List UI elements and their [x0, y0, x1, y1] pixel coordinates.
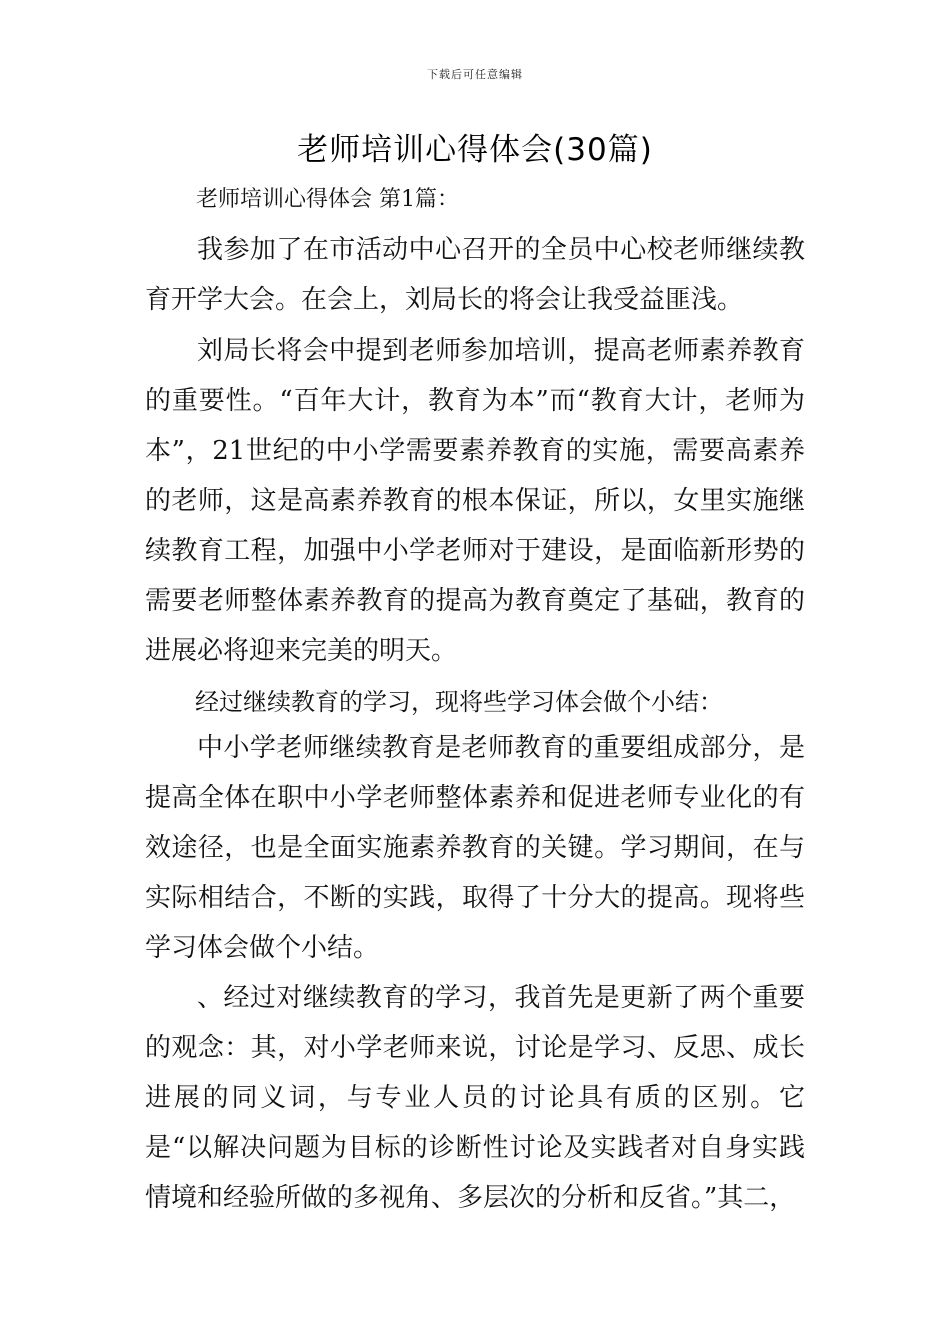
document-title: 老师培训心得体会(30篇): [297, 132, 653, 168]
paragraph-2: 刘局长将会中提到老师参加培训，提高老师素养教育的重要性。“百年大计，教育为本”而“教育大计，老师为本”，21世纪的中小学需要素养教育的实施，需要高素养的老师，这是高素养教育的根本保证，所以，女里实施继续教育工程，加强中小学老师对于建设，是面临新形势的需要老师整体素养教育的提高为教育奠定了基础，教育的进展必将迎来完美的明天。: [145, 336, 805, 666]
paragraph-3: 经过继续教育的学习，现将些学习体会做个小结：: [195, 688, 723, 716]
paragraph-5: 、经过对继续教育的学习，我首先是更新了两个重要的观念：其，对小学老师来说，讨论是学习、反思、成长进展的同义词，与专业人员的讨论具有质的区别。它是“以解决问题为目标的诊断性讨论及实践者对自身实践情境和经验所做的多视角、多层次的分析和反省。”其二，: [145, 983, 805, 1213]
section-heading: 老师培训心得体会 第1篇：: [196, 187, 459, 212]
paragraph-1: 我参加了在市活动中心召开的全员中心校老师继续教育开学大会。在会上，刘局长的将会让我受益匪浅。: [145, 235, 805, 315]
header-note: 下载后可任意编辑: [427, 68, 523, 81]
paragraph-4: 中小学老师继续教育是老师教育的重要组成部分，是提高全体在职中小学老师整体素养和促进老师专业化的有效途径，也是全面实施素养教育的关键。学习期间，在与实际相结合，不断的实践，取得了十分大的提高。现将些学习体会做个小结。: [145, 733, 805, 963]
